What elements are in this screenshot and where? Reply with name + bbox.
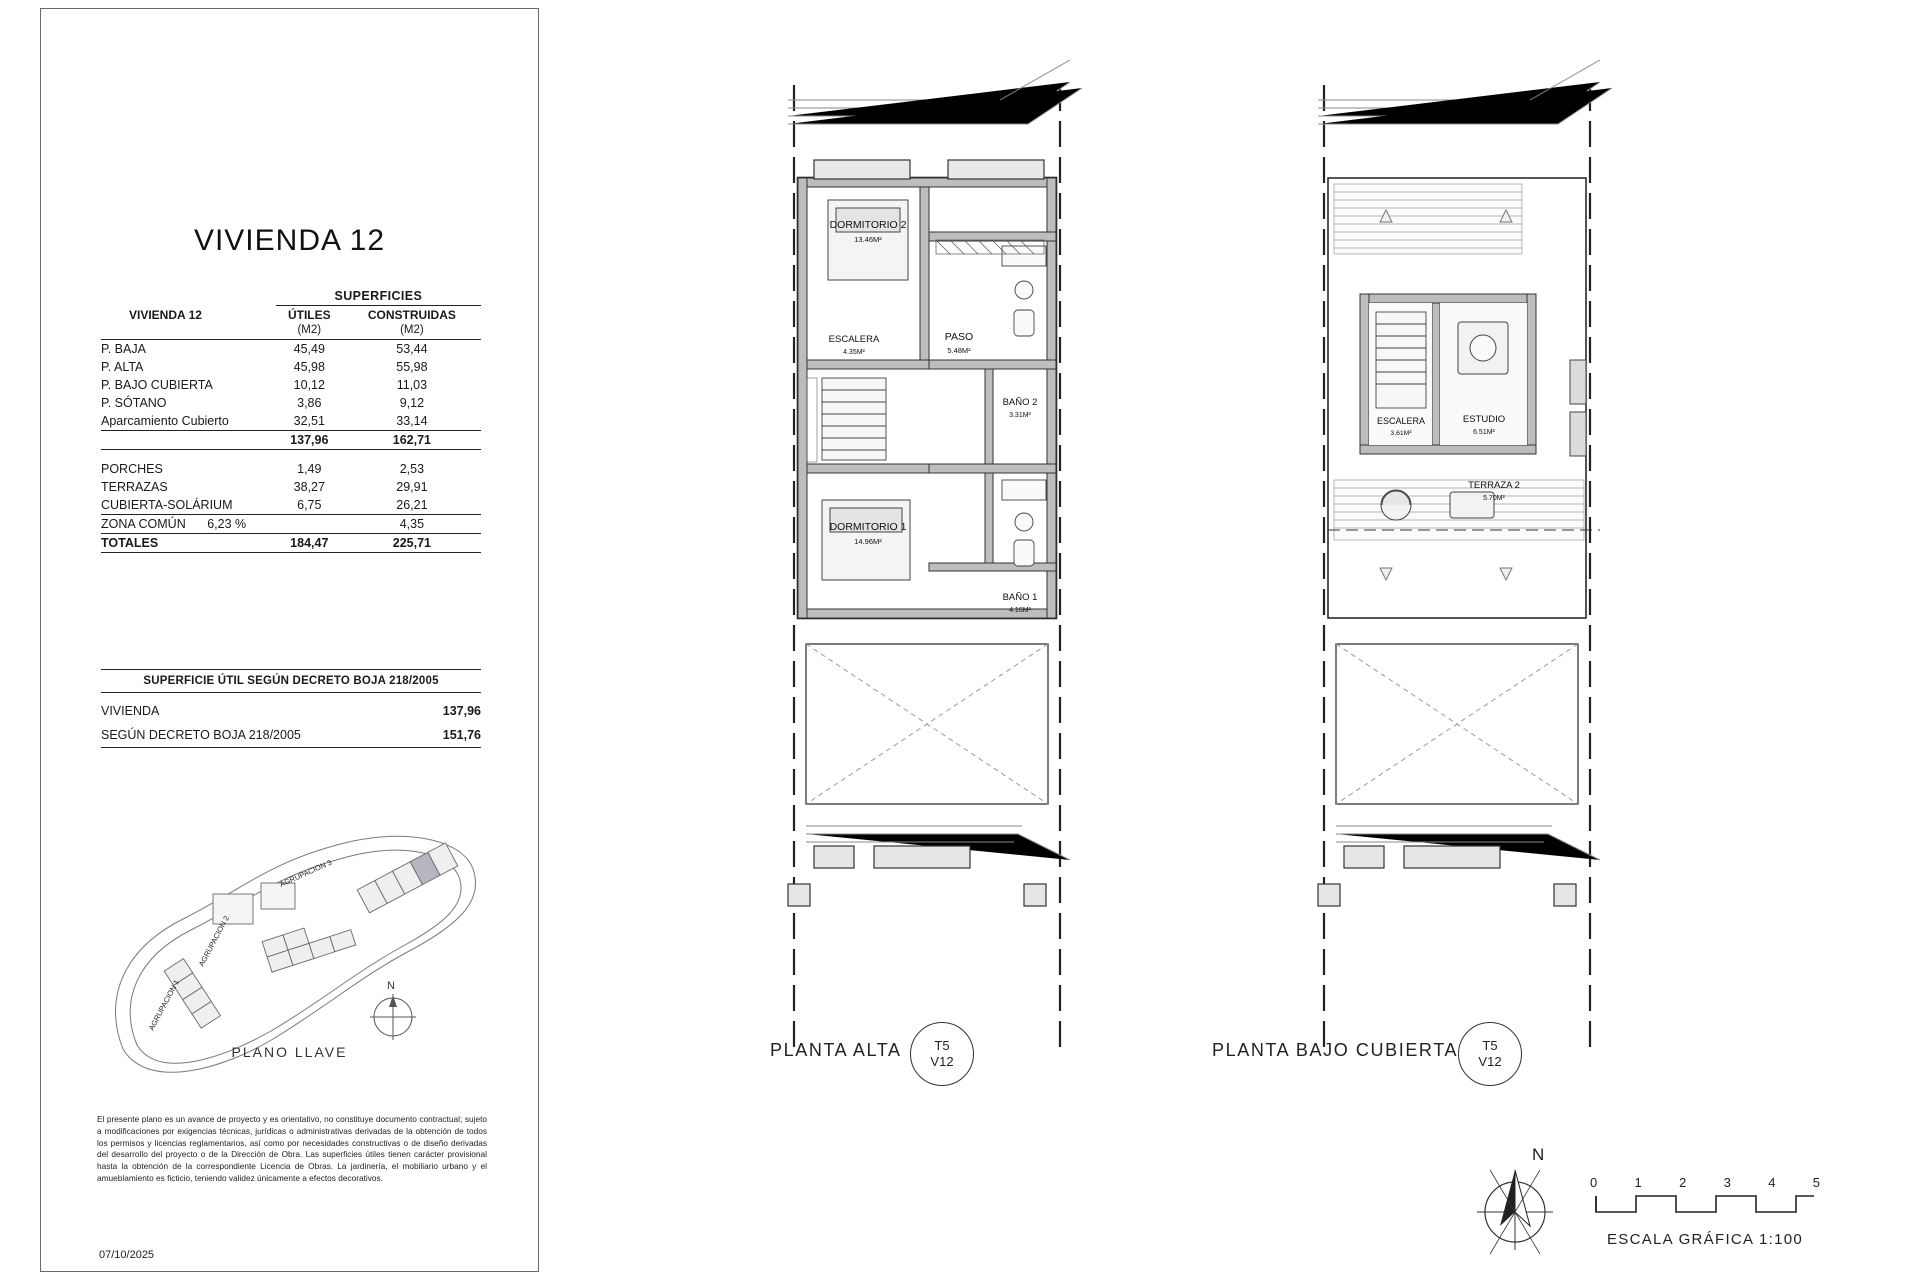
keyplan-group-label: AGRUPACION 2 xyxy=(196,914,232,968)
table-row: P. BAJO CUBIERTA 10,12 11,03 xyxy=(101,378,428,392)
room-area: 3.31M² xyxy=(1009,412,1031,419)
table-row: CUBIERTA-SOLÁRIUM 6,75 26,21 xyxy=(101,496,481,515)
planta-alta-tag xyxy=(910,1022,974,1086)
graphic-scale xyxy=(1590,1175,1820,1248)
table-zona-comun-row: ZONA COMÚN 6,23 % 4,35 xyxy=(101,515,481,534)
col-header-construidas: CONSTRUIDAS xyxy=(367,308,456,322)
north-arrow-icon xyxy=(1470,1140,1580,1260)
tag-unit: V12 xyxy=(1478,1054,1502,1069)
col-header-utiles: ÚTILES xyxy=(287,308,331,322)
table-units-row xyxy=(101,322,481,340)
table-row: P. SÓTANO 3,86 9,12 xyxy=(101,396,425,410)
scale-tick: 0 xyxy=(1590,1175,1598,1190)
room-area: 4.35M² xyxy=(843,349,865,356)
scale-tick: 5 xyxy=(1812,1175,1820,1190)
info-panel xyxy=(40,8,539,1272)
keyplan-group-label: AGRUPACION 1 xyxy=(146,978,182,1032)
scale-tick: 2 xyxy=(1679,1175,1687,1190)
table-row: P. ALTA 45,98 55,98 xyxy=(101,360,428,374)
room-area: 3,61M² xyxy=(1390,430,1412,437)
surfaces-group-header: SUPERFICIES xyxy=(276,287,481,306)
scale-tick: 1 xyxy=(1634,1175,1642,1190)
room-label: TERRAZA 2 xyxy=(1468,480,1520,491)
table-row: PORCHES 1,49 2,53 xyxy=(101,462,425,476)
svg-text:N: N xyxy=(387,980,395,992)
keyplan-group-label: AGRUPACION 3 xyxy=(278,857,334,889)
decree-row: SEGÚN DECRETO BOJA 218/2005 151,76 xyxy=(101,723,481,748)
room-label: DORMITORIO 1 xyxy=(829,521,907,533)
table-subtotal-row: 137,96 162,71 xyxy=(101,431,481,450)
room-label: PASO xyxy=(944,331,974,343)
tag-type: T5 xyxy=(1482,1037,1498,1053)
zona-comun-pct: 6,23 % xyxy=(207,517,247,531)
decree-row: VIVIENDA 137,96 xyxy=(101,704,481,718)
room-area: 5.70M² xyxy=(1483,495,1505,502)
tag-unit: V12 xyxy=(930,1054,954,1069)
tag-type: T5 xyxy=(934,1037,950,1053)
north-letter: N xyxy=(1532,1145,1545,1164)
legal-disclaimer: El presente plano es un avance de proyecto y es orientativo, no constituye documento contractual; sujeto a modificaciones por exigencias técnicas, jurídicas o administrativas derivadas de la obtención de todos los permisos y licencias reglamentarios, así como por necesidades constructivas o de diseño derivadas del desarrollo del proyecto o de la Dirección de Obra. Las superficies útiles tienen carácter provisional hasta la obtención de la correspondiente Licencia de Obras. La jardinería, el mobiliario urbano y el amueblamiento es ficticio, teniendo validez únicamente a efectos decorativos. xyxy=(97,1114,487,1183)
table-row: Aparcamiento Cubierto 32,51 33,14 xyxy=(101,412,481,431)
room-area: 14.96M² xyxy=(854,537,882,546)
zona-comun-label: ZONA COMÚN xyxy=(101,517,186,531)
page-title: VIVIENDA 12 xyxy=(193,224,386,257)
scale-bar-icon xyxy=(1590,1192,1820,1218)
room-label: ESTUDIO xyxy=(1462,414,1506,425)
decree-heading: SUPERFICIE ÚTIL SEGÚN DECRETO BOJA 218/2005 xyxy=(101,669,481,693)
key-plan-caption: PLANO LLAVE xyxy=(231,1044,348,1060)
room-area: 5.48M² xyxy=(947,346,971,355)
planta-bajo-cubierta-title: PLANTA BAJO CUBIERTA xyxy=(1212,1040,1459,1060)
room-label: BAÑO 2 xyxy=(1002,397,1038,408)
surfaces-table xyxy=(101,287,481,553)
table-row: TERRAZAS 38,27 29,91 xyxy=(101,480,428,494)
room-label: ESCALERA xyxy=(1376,416,1426,426)
room-label: BAÑO 1 xyxy=(1002,592,1038,603)
scale-tick: 4 xyxy=(1768,1175,1776,1190)
scale-tick: 3 xyxy=(1723,1175,1731,1190)
room-area: 13.46M² xyxy=(854,235,882,244)
planta-alta-title: PLANTA ALTA xyxy=(770,1040,902,1060)
floorplan-planta-alta xyxy=(770,60,1190,1060)
table-group-header-row xyxy=(101,287,481,306)
room-area: 6.51M² xyxy=(1473,429,1495,436)
date-stamp: 07/10/2025 xyxy=(99,1249,155,1261)
floorplan-planta-bajo-cubierta xyxy=(1300,60,1720,1060)
room-label: DORMITORIO 2 xyxy=(829,219,907,231)
table-corner-label: VIVIENDA 12 xyxy=(129,307,202,322)
room-label: ESCALERA xyxy=(828,334,880,345)
table-row: P. BAJA 45,49 53,44 xyxy=(101,342,428,356)
scale-tick-labels xyxy=(1590,1175,1820,1192)
scale-caption: ESCALA GRÁFICA 1:100 xyxy=(1606,1231,1804,1248)
table-header-row xyxy=(101,306,481,323)
decree-table xyxy=(101,669,481,748)
col-units-construidas: (M2) xyxy=(343,322,481,340)
north-arrow-icon xyxy=(370,980,416,1040)
planta-bajo-cubierta-tag xyxy=(1458,1022,1522,1086)
room-area: 4.16M² xyxy=(1009,607,1031,614)
col-units-utiles: (M2) xyxy=(276,322,343,340)
table-totals-row: TOTALES 184,47 225,71 xyxy=(101,534,481,553)
